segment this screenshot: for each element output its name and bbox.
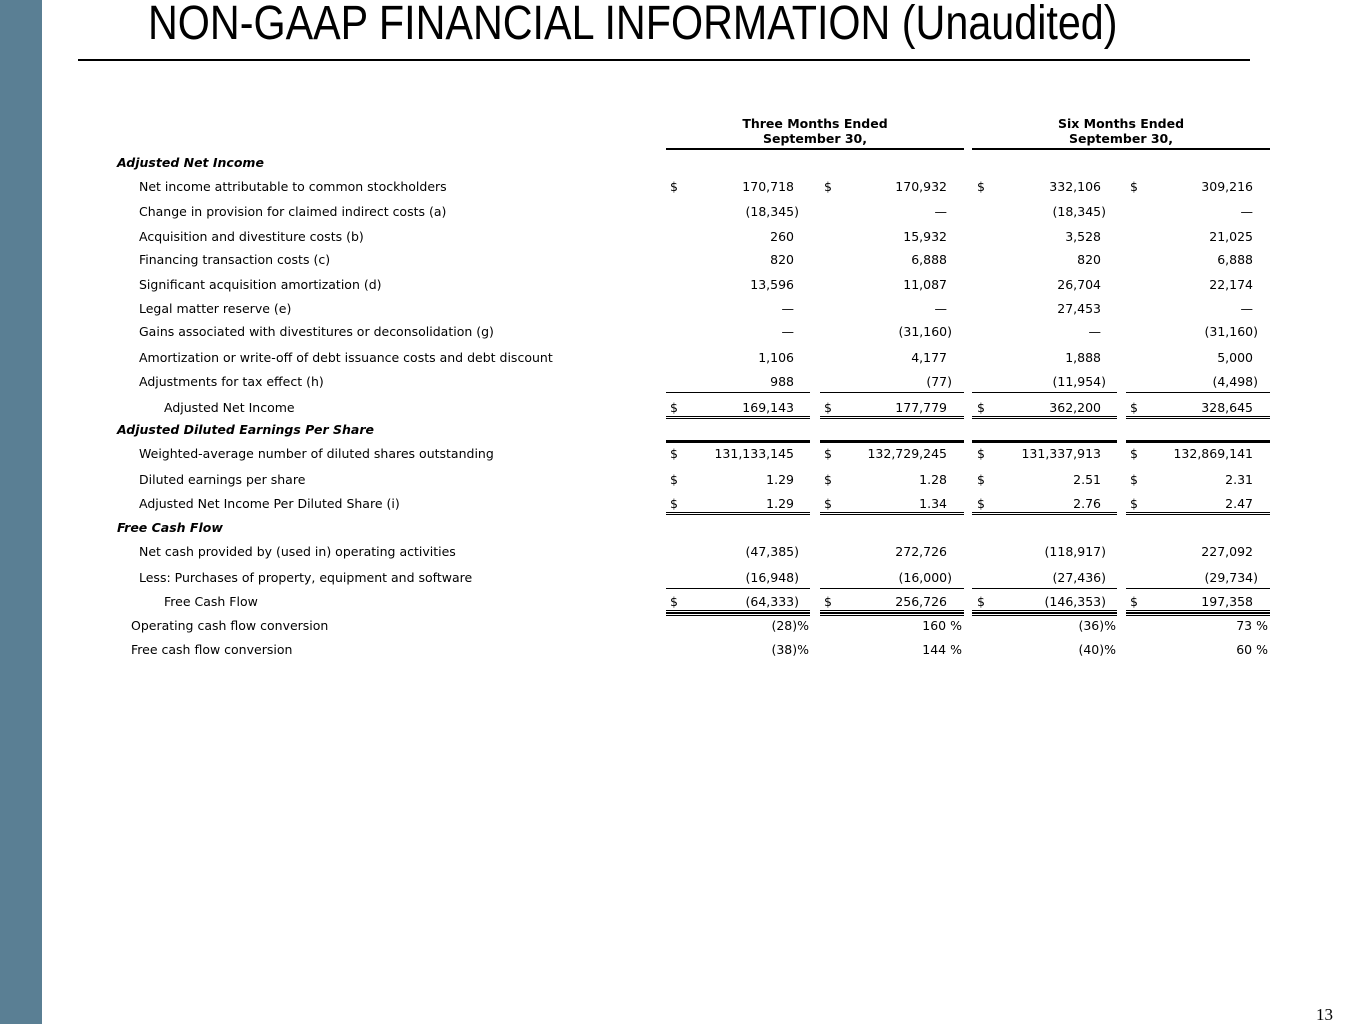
subtotal-rule	[1126, 392, 1270, 393]
header-three-months-line2: September 30,	[763, 131, 867, 146]
row-label: Adjusted Net Income	[164, 400, 295, 415]
table-row	[0, 348, 1365, 368]
subtotal-rule	[1126, 588, 1270, 589]
cell-value: 197,358	[1201, 594, 1253, 609]
cell-value: 260	[770, 229, 794, 244]
dollar-sign: $	[1130, 496, 1138, 511]
cell-value: —	[934, 301, 947, 316]
page-number: 13	[1316, 1005, 1333, 1024]
cell-value: (31,160)	[898, 324, 952, 339]
cell-value: 272,726	[895, 544, 947, 559]
cell-value: 13,596	[750, 277, 794, 292]
table-row	[0, 542, 1365, 562]
section-label: Free Cash Flow	[117, 520, 223, 535]
row-label: Diluted earnings per share	[139, 472, 306, 487]
cell-value: 2.47	[1225, 496, 1253, 511]
cell-value: 332,106	[1049, 179, 1101, 194]
cell-value: 362,200	[1049, 400, 1101, 415]
cell-value: 820	[1077, 252, 1101, 267]
shares-block-rule	[820, 441, 964, 443]
subtotal-rule	[972, 588, 1117, 589]
total-double-rule	[666, 512, 810, 515]
cell-value: —	[781, 301, 794, 316]
total-double-rule	[1126, 512, 1270, 515]
row-label: Significant acquisition amortization (d)	[139, 277, 382, 292]
cell-value: (18,345)	[745, 204, 799, 219]
dollar-sign: $	[1130, 400, 1138, 415]
cell-value: 170,932	[895, 179, 947, 194]
header-three-months-line1: Three Months Ended	[742, 116, 888, 131]
subtotal-rule	[820, 588, 964, 589]
section-label: Adjusted Diluted Earnings Per Share	[117, 422, 374, 437]
cell-value: —	[781, 324, 794, 339]
dollar-sign: $	[670, 594, 678, 609]
table-row	[0, 592, 1365, 612]
row-label: Net cash provided by (used in) operating activities	[139, 544, 456, 559]
cell-value: 820	[770, 252, 794, 267]
cell-value: —	[1088, 324, 1101, 339]
cell-value: 3,528	[1065, 229, 1101, 244]
cell-value: 27,453	[1057, 301, 1101, 316]
cell-value: 1.34	[919, 496, 947, 511]
header-three-months-rule	[666, 148, 964, 150]
cell-value: 177,779	[895, 400, 947, 415]
free-cash-flow-double-rule	[1126, 613, 1270, 616]
cell-value: 6,888	[911, 252, 947, 267]
dollar-sign: $	[977, 594, 985, 609]
table-row	[0, 202, 1365, 222]
table-row	[0, 494, 1365, 514]
cell-value: (4,498)	[1212, 374, 1258, 389]
table-row	[0, 372, 1365, 392]
dollar-sign: $	[977, 446, 985, 461]
subtotal-rule	[972, 392, 1117, 393]
cell-value: 22,174	[1209, 277, 1253, 292]
cell-value: (18,345)	[1052, 204, 1106, 219]
cell-value: (40)%	[1078, 642, 1116, 657]
cell-value: 256,726	[895, 594, 947, 609]
row-label: Legal matter reserve (e)	[139, 301, 292, 316]
cell-value: 131,133,145	[714, 446, 794, 461]
header-six-months-rule	[972, 148, 1270, 150]
subtotal-rule	[666, 392, 810, 393]
dollar-sign: $	[670, 472, 678, 487]
cell-value: (28)%	[771, 618, 809, 633]
total-double-rule	[1126, 416, 1270, 419]
cell-value: 1,888	[1065, 350, 1101, 365]
cell-value: 227,092	[1201, 544, 1253, 559]
section-header-row	[0, 420, 1365, 440]
cell-value: 988	[770, 374, 794, 389]
cell-value: —	[934, 204, 947, 219]
header-six-months	[972, 116, 1270, 146]
shares-block-rule	[1126, 441, 1270, 443]
subtotal-rule	[666, 588, 810, 589]
dollar-sign: $	[1130, 594, 1138, 609]
cell-value: 2.51	[1073, 472, 1101, 487]
dollar-sign: $	[670, 400, 678, 415]
cell-value: (38)%	[771, 642, 809, 657]
dollar-sign: $	[824, 446, 832, 461]
dollar-sign: $	[824, 472, 832, 487]
dollar-sign: $	[1130, 472, 1138, 487]
dollar-sign: $	[1130, 446, 1138, 461]
table-row	[0, 250, 1365, 270]
cell-value: (47,385)	[745, 544, 799, 559]
cell-value: 5,000	[1217, 350, 1253, 365]
cell-value: 132,869,141	[1173, 446, 1253, 461]
shares-block-rule	[972, 441, 1117, 443]
dollar-sign: $	[977, 472, 985, 487]
cell-value: 15,932	[903, 229, 947, 244]
cell-value: 131,337,913	[1021, 446, 1101, 461]
dollar-sign: $	[977, 400, 985, 415]
dollar-sign: $	[824, 594, 832, 609]
cell-value: 160 %	[922, 618, 962, 633]
cell-value: (27,436)	[1052, 570, 1106, 585]
table-row	[0, 640, 1365, 660]
cell-value: 309,216	[1201, 179, 1253, 194]
cell-value: (64,333)	[745, 594, 799, 609]
cell-value: 73 %	[1236, 618, 1268, 633]
cell-value: 26,704	[1057, 277, 1101, 292]
cell-value: —	[1240, 301, 1253, 316]
row-label: Change in provision for claimed indirect costs (a)	[139, 204, 447, 219]
row-label: Less: Purchases of property, equipment and software	[139, 570, 473, 585]
table-row	[0, 616, 1365, 636]
header-six-months-line2: September 30,	[1069, 131, 1173, 146]
row-label: Net income attributable to common stockholders	[139, 179, 447, 194]
cell-value: (31,160)	[1204, 324, 1258, 339]
section-label: Adjusted Net Income	[117, 155, 264, 170]
dollar-sign: $	[670, 179, 678, 194]
subtotal-rule	[820, 392, 964, 393]
row-label: Financing transaction costs (c)	[139, 252, 331, 267]
total-double-rule	[972, 416, 1117, 419]
table-row	[0, 275, 1365, 295]
table-row	[0, 568, 1365, 588]
dollar-sign: $	[670, 446, 678, 461]
row-label: Adjustments for tax effect (h)	[139, 374, 324, 389]
dollar-sign: $	[977, 179, 985, 194]
cell-value: 1.29	[766, 472, 794, 487]
cell-value: 60 %	[1236, 642, 1268, 657]
cell-value: (118,917)	[1044, 544, 1106, 559]
section-header-row	[0, 518, 1365, 538]
header-three-months	[666, 116, 964, 146]
free-cash-flow-double-rule	[666, 613, 810, 616]
table-row	[0, 398, 1365, 418]
cell-value: (146,353)	[1044, 594, 1106, 609]
row-label: Free cash flow conversion	[131, 642, 293, 657]
cell-value: 2.76	[1073, 496, 1101, 511]
free-cash-flow-double-rule	[972, 613, 1117, 616]
row-label: Acquisition and divestiture costs (b)	[139, 229, 364, 244]
row-label: Gains associated with divestitures or deconsolidation (g)	[139, 324, 494, 339]
cell-value: (11,954)	[1052, 374, 1106, 389]
cell-value: 6,888	[1217, 252, 1253, 267]
total-double-rule	[972, 512, 1117, 515]
page-title: NON-GAAP FINANCIAL INFORMATION (Unaudited)	[148, 0, 1118, 50]
total-double-rule	[820, 416, 964, 419]
total-double-rule	[666, 416, 810, 419]
cell-value: 328,645	[1201, 400, 1253, 415]
dollar-sign: $	[824, 179, 832, 194]
cell-value: 4,177	[911, 350, 947, 365]
table-row	[0, 299, 1365, 319]
cell-value: 1,106	[758, 350, 794, 365]
row-label: Weighted-average number of diluted shares outstanding	[139, 446, 494, 461]
row-label: Adjusted Net Income Per Diluted Share (i)	[139, 496, 400, 511]
dollar-sign: $	[977, 496, 985, 511]
cell-value: (16,000)	[898, 570, 952, 585]
cell-value: (29,734)	[1204, 570, 1258, 585]
cell-value: 170,718	[742, 179, 794, 194]
dollar-sign: $	[824, 496, 832, 511]
cell-value: —	[1240, 204, 1253, 219]
cell-value: 2.31	[1225, 472, 1253, 487]
dollar-sign: $	[824, 400, 832, 415]
cell-value: 144 %	[922, 642, 962, 657]
shares-block-rule	[666, 441, 810, 443]
cell-value: 11,087	[903, 277, 947, 292]
header-six-months-line1: Six Months Ended	[1057, 116, 1185, 131]
cell-value: (36)%	[1078, 618, 1116, 633]
table-row	[0, 470, 1365, 490]
cell-value: 21,025	[1209, 229, 1253, 244]
dollar-sign: $	[1130, 179, 1138, 194]
table-row	[0, 444, 1365, 464]
cell-value: 1.29	[766, 496, 794, 511]
row-label: Operating cash flow conversion	[131, 618, 329, 633]
row-label: Free Cash Flow	[164, 594, 258, 609]
table-row	[0, 177, 1365, 197]
cell-value: 169,143	[742, 400, 794, 415]
cell-value: 132,729,245	[867, 446, 947, 461]
table-row	[0, 322, 1365, 342]
cell-value: (16,948)	[745, 570, 799, 585]
free-cash-flow-double-rule	[820, 613, 964, 616]
section-header-row	[0, 153, 1365, 173]
dollar-sign: $	[670, 496, 678, 511]
total-double-rule	[820, 512, 964, 515]
cell-value: 1.28	[919, 472, 947, 487]
table-row	[0, 227, 1365, 247]
row-label: Amortization or write-off of debt issuance costs and debt discount	[139, 350, 553, 365]
cell-value: (77)	[926, 374, 952, 389]
